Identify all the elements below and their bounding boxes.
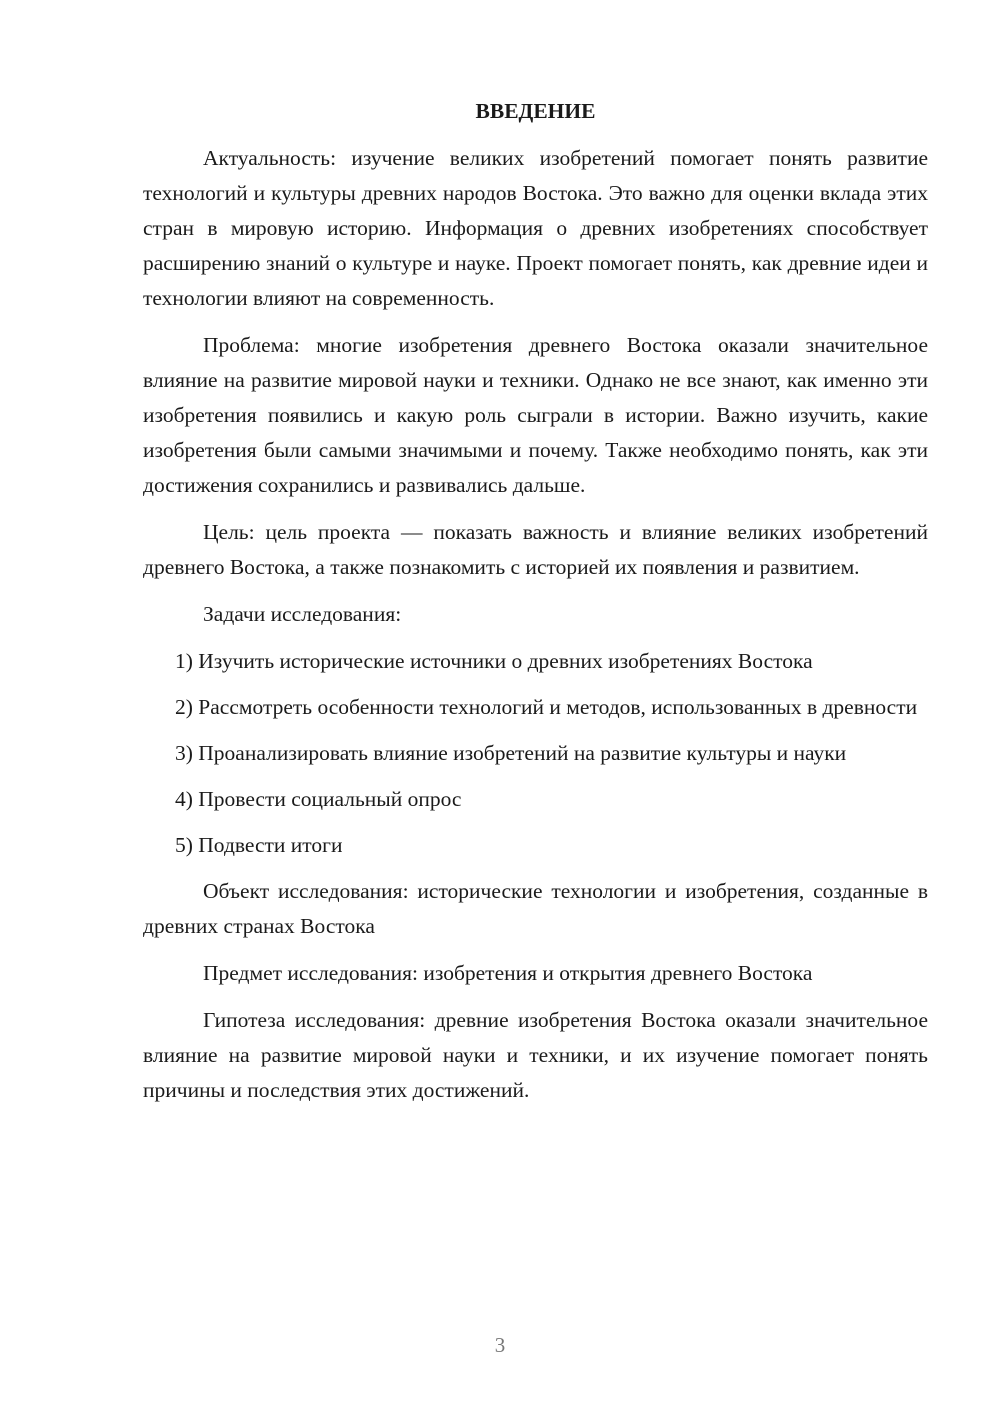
paragraph-object: Объект исследования: исторические технологии и изобретения, созданные в древних странах Востока xyxy=(143,879,928,938)
task-item-3: 3) Проанализировать влияние изобретений на развитие культуры и науки xyxy=(175,741,847,765)
page-number: 3 xyxy=(494,1333,506,1357)
task-item-4: 4) Провести социальный опрос xyxy=(175,787,462,811)
paragraph-goal: Цель: цель проекта — показать важность и влияние великих изобретений древнего Востока, а также познакомить с историей их появления и развитием. xyxy=(143,520,928,579)
task-item-2: 2) Рассмотреть особенности технологий и методов, использованных в древности xyxy=(175,695,918,719)
paragraph-hypothesis: Гипотеза исследования: древние изобретения Востока оказали значительное влияние на развитие мировой науки и техники, и их изучение помогает понять причины и последствия этих достижений. xyxy=(143,1008,928,1102)
document-page xyxy=(143,94,928,1120)
paragraph-problem: Проблема: многие изобретения древнего Востока оказали значительное влияние на развитие мировой науки и техники. Однако не все знают, как именно эти изобретения появились и какую роль сыграли в истории. Важно изучить, какие изобретения были самыми значимыми и почему. Также необходимо понять, как эти достижения сохранились и развивались дальше. xyxy=(143,333,928,497)
task-item-5: 5) Подвести итоги xyxy=(175,833,343,857)
paragraph-subject: Предмет исследования: изобретения и открытия древнего Востока xyxy=(203,961,813,985)
task-item-1: 1) Изучить исторические источники о древних изобретениях Востока xyxy=(175,649,813,673)
section-title: ВВЕДЕНИЕ xyxy=(475,99,596,123)
paragraph-relevance: Актуальность: изучение великих изобретений помогает понять развитие технологий и культуры древних народов Востока. Это важно для оценки вклада этих стран в мировую историю. Информация о древних изобретениях способствует расширению знаний о культуре и науке. Проект помогает понять, как древние идеи и технологии влияют на современность. xyxy=(143,146,928,310)
paragraph-tasks-heading: Задачи исследования: xyxy=(203,602,402,626)
